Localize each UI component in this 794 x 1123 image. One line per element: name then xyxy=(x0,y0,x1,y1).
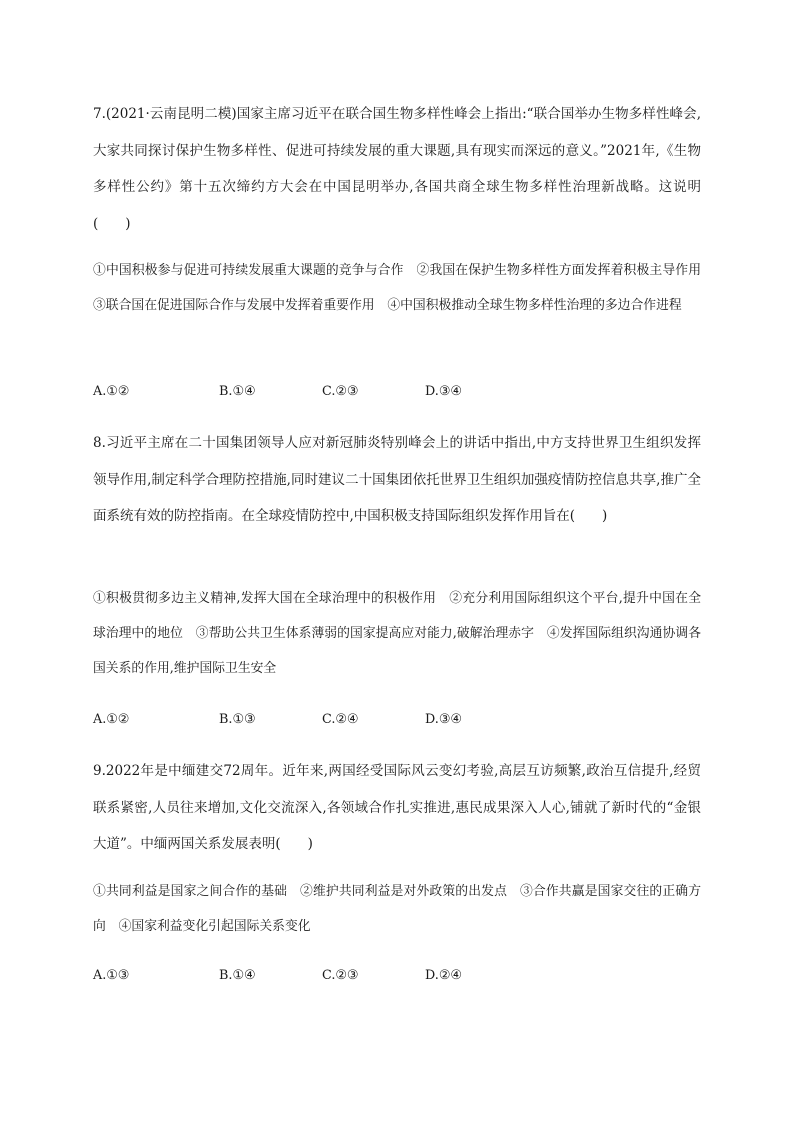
option-c[interactable]: C.②③ xyxy=(322,968,359,983)
statements-text: ①积极贯彻多边主义精神,发挥大国在全球治理中的积极作用 ②充分利用国际组织这个平台,提升中国在全球治理中的地位 ③帮助公共卫生体系薄弱的国家提高应对能力,破解治理赤字 ④发挥国际组织沟通协调各国关系的作用,维护国际卫生安全 xyxy=(93,591,701,676)
question-7-statements xyxy=(93,253,714,323)
question-8-stem-block xyxy=(93,425,701,535)
option-a[interactable]: A.①③ xyxy=(93,968,130,983)
option-b[interactable]: B.①④ xyxy=(219,968,256,983)
question-text: 习近平主席在二十国集团领导人应对新冠肺炎特别峰会上的讲话中指出,中方支持世界卫生组织发挥领导作用,制定科学合理防控措施,同时建议二十国集团依托世界卫生组织加强疫情防控信息共享,推广全面系统有效的防控指南。在全球疫情防控中,中国积极支持国际组织发挥作用旨在( ) xyxy=(93,435,701,524)
option-a[interactable]: A.①② xyxy=(93,384,130,399)
option-c[interactable]: C.②④ xyxy=(322,712,359,727)
question-9-options xyxy=(93,968,701,990)
question-stem xyxy=(93,425,701,535)
option-b[interactable]: B.①④ xyxy=(219,384,256,399)
question-stem xyxy=(93,96,701,242)
question-7-options xyxy=(93,384,701,406)
question-9-statements xyxy=(93,874,701,944)
option-d[interactable]: D.③④ xyxy=(425,384,462,399)
question-text: (2021·云南昆明二模)国家主席习近平在联合国生物多样性峰会上指出:“联合国举办生物多样性峰会,大家共同探讨保护生物多样性、促进可持续发展的重大课题,具有现实而深远的意义。”2021年,《生物多样性公约》第十五次缔约方大会在中国昆明举办,各国共商全球生物多样性治理新战略。这说明( ) xyxy=(93,106,701,232)
question-7-stem-block xyxy=(93,96,701,242)
statements-text: ①中国积极参与促进可持续发展重大课题的竞争与合作 ②我国在保护生物多样性方面发挥着积极主导作用 ③联合国在促进国际合作与发展中发挥着重要作用 ④中国积极推动全球生物多样性治理的多边合作进程 xyxy=(93,263,714,313)
question-8-options xyxy=(93,712,701,734)
question-8-statements xyxy=(93,581,701,686)
question-number: 9. xyxy=(93,763,106,779)
option-d[interactable]: D.③④ xyxy=(425,712,462,727)
option-b[interactable]: B.①③ xyxy=(219,712,256,727)
question-number: 8. xyxy=(93,435,106,451)
option-d[interactable]: D.②④ xyxy=(425,968,462,983)
question-9-stem-block xyxy=(93,753,701,863)
option-a[interactable]: A.①② xyxy=(93,712,130,727)
question-stem xyxy=(93,753,701,863)
question-text: 2022年是中缅建交72周年。近年来,两国经受国际风云变幻考验,高层互访频繁,政治互信提升,经贸联系紧密,人员往来增加,文化交流深入,各领域合作扎实推进,惠民成果深入人心,铺就了新时代的“金银大道”。中缅两国关系发展表明( ) xyxy=(93,763,701,852)
statements-text: ①共同利益是国家之间合作的基础 ②维护共同利益是对外政策的出发点 ③合作共赢是国家交往的正确方向 ④国家利益变化引起国际关系变化 xyxy=(93,884,701,934)
option-c[interactable]: C.②③ xyxy=(322,384,359,399)
question-number: 7. xyxy=(93,106,106,122)
